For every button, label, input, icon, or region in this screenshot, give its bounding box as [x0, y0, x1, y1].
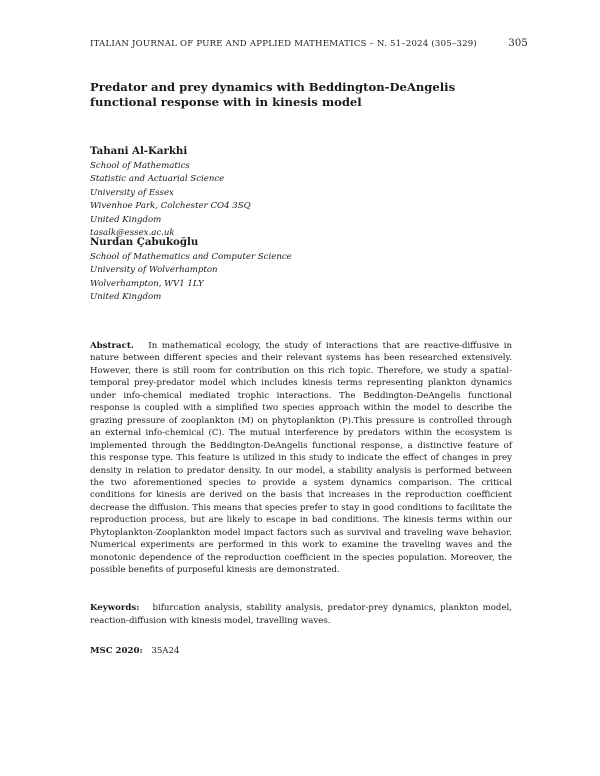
- keywords-label: Keywords:: [90, 603, 149, 613]
- affiliation-line: Wolverhampton, WV1 1LY: [90, 278, 204, 289]
- msc-code: 35A24: [151, 646, 180, 656]
- author-block-2: [90, 236, 510, 305]
- msc-label: MSC 2020:: [90, 646, 149, 656]
- affiliation-line: United Kingdom: [90, 292, 162, 303]
- affiliation-line: University of Essex: [90, 187, 174, 198]
- affiliation-line: United Kingdom: [90, 214, 162, 225]
- abstract-label: Abstract.: [90, 341, 144, 351]
- affiliation-line: University of Wolverhampton: [90, 265, 218, 276]
- author-name: Nurdan Çabukoğlu: [90, 236, 199, 248]
- paper-title: [90, 80, 510, 110]
- title-line-2: functional response with in kinesis model: [90, 95, 362, 109]
- author-block-1: [90, 145, 510, 240]
- affiliation-line: School of Mathematics and Computer Science: [90, 252, 292, 262]
- msc-classification: [90, 645, 512, 658]
- abstract: [90, 340, 512, 577]
- author-name: Tahani Al-Karkhi: [90, 145, 188, 157]
- journal-header: ITALIAN JOURNAL OF PURE AND APPLIED MATHEMATICS – N. 51–2024 (305–329): [90, 39, 477, 49]
- author-email: tasalk@essex.ac.uk: [90, 228, 175, 239]
- affiliation-line: Wivenhoe Park, Colchester CO4 3SQ: [90, 201, 251, 212]
- affiliation-line: School of Mathematics: [90, 161, 190, 171]
- keywords: [90, 602, 512, 627]
- keywords-text: bifurcation analysis, stability analysis, predator-prey dynamics, plankton model, reaction-diffusion with kinesis model, travelling waves.: [90, 603, 513, 626]
- affiliation-line: Statistic and Actuarial Science: [90, 174, 225, 185]
- title-line-1: Predator and prey dynamics with Beddington-DeAngelis: [90, 80, 456, 94]
- page-number: 305: [508, 38, 528, 49]
- abstract-text: In mathematical ecology, the study of interactions that are reactive-diffusive in nature between different species and their relevant systems has been researched extensively. However, there is still room for contribution on this rich topic. Therefore, we study a spatial-temporal prey-predator model which includes kinesis terms representing plankton dynamics under info-chemical mediated trophic interactions. The Beddington-DeAngelis functional response is coupled with a simplified two species approach within the model to describe the grazing pressure of zooplankton (M) on phytoplankton (P).This pressure is controlled through an external info-chemical (C). The mutual interference by predators within the ecosystem is implemented through the Beddington-DeAngelis functional response, a distinctive feature of this response type. This feature is utilized in this study to indicate the effect of changes in prey density in relation to predator density. In our model, a stability analysis is performed between the two aforementioned species to provide a system dynamics comparison. The critical conditions for kinesis are derived on the basis that increases in the reproduction coefficient decrease the diffusion. This means that species prefer to stay in good conditions to facilitate the reproduction process, but are likely to escape in bad conditions. The kinesis terms within our Phytoplankton-Zooplankton model impact factors such as survival and traveling wave behavior. Numerical experiments are performed in this work to examine the traveling waves and the monotonic dependence of the reproduction coefficient in the species population. Moreover, the possible benefits of purposeful kinesis are demonstrated.: [90, 341, 512, 576]
